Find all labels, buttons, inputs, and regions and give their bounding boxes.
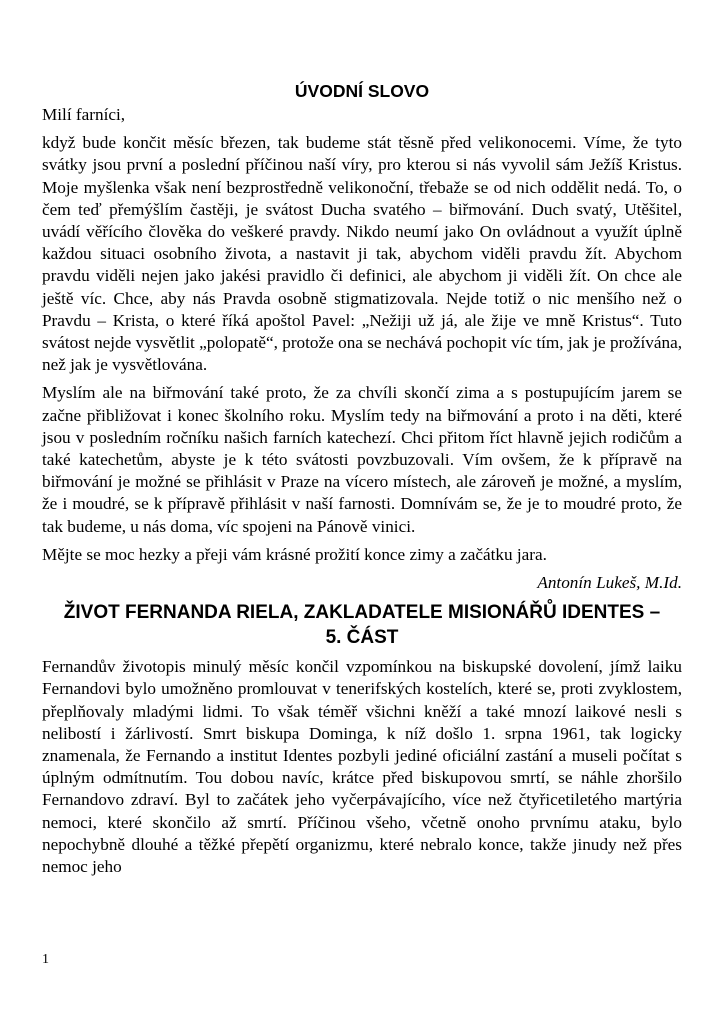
paragraph-2: Myslím ale na biřmování také proto, že za chvíli skončí zima a s postupujícím jarem se začne přibližovat i konec školního roku. Myslím tedy na biřmování a proto i na děti, které jsou v posledním ročníku našich farních katechezí. Chci přitom říct hlavně jejich rodičům a také katechetům, abyste je k této svátosti povzbuzovali. Vím ovšem, že k přípravě na biřmování je možné se přihlásit v Praze na vícero místech, ale zároveň je možné, a myslím, že i moudré, se k přípravě přihlásit v naší farnosti. Domnívám se, že je to moudré proto, že tak budeme, u nás doma, víc spojeni na Pánově vinici. — [42, 383, 682, 536]
paragraph-article2: Fernandův životopis minulý měsíc končil vzpomínkou na biskupské dovolení, jímž laiku Fernandovi bylo umožněno promlouvat v tenerifských kostelích, které se, proti zvyklostem, přeplňovaly mladými lidmi. To však téměř všichni kněží a také mnozí laikové nesli s nelibostí i žárlivostí. Smrt biskupa Dominga, k níž došlo 1. srpna 1961, tak logicky znamenala, že Fernando a institut Identes pozbyli jediné oficiální zastání a museli počítat s úplným odmítnutím. Tou dobou navíc, krátce před biskupovou smrtí, se náhle zhoršilo Fernandovo zdraví. Byl to začátek jeho vyčerpávajícího, více než čtyřicetiletého martýria nemoci, které skončilo až smrtí. Příčinou všeho, včetně onoho prvnímu ataku, bylo nepochybně dlouhé a těžké přepětí organizmu, které nebralo konce, takže jinudy než přes nemoc jeho — [42, 657, 682, 877]
signature: Antonín Lukeš, M.Id. — [537, 573, 682, 593]
article-title-zivot-fernanda-riela — [42, 600, 682, 650]
document-page — [42, 80, 682, 884]
page-number: 1 — [42, 952, 49, 967]
article-title-line-1: ŽIVOT FERNANDA RIELA, ZAKLADATELE MISIONÁŘŮ IDENTES – — [63, 602, 661, 624]
salutation: Milí farníci, — [42, 105, 126, 124]
article-title-line-2: 5. ČÁST — [325, 627, 399, 649]
paragraph-3: Mějte se moc hezky a přeji vám krásné prožití konce zimy a začátku jara. — [42, 544, 547, 564]
paragraph-1: když bude končit měsíc březen, tak budeme stát těsně před velikonocemi. Víme, že tyto svátky jsou první a poslední příčinou naší víry, pro kterou si nás vyvolil sám Ježíš Kristus. Moje myšlenka však není bezprostředně velikonoční, třebaže se od nich oddělit nedá. To, o čem teď přemýšlím častěji, je svátost Ducha svatého – biřmování. Duch svatý, Utěšitel, uvádí věřícího člověka do veškeré pravdy. Nikdo neumí jako On ovládnout a využít úplně každou situaci osobního života, a nastavit ji tak, abychom viděli pravdu žít. Abychom pravdu viděli nejen jako jakési pravidlo či definici, ale abychom ji viděli žít. On chce ale ještě víc. Chce, aby nás Pravda osobně stigmatizovala. Nejde totiž o nic menšího než o Pravdu – Krista, o které říká apoštol Pavel: „Nežiji už já, ale žije ve mně Kristus“. Tuto svátost nejde vysvětlit „polopatě“, protože ona se nechává pochopit víc tím, jak je prožívána, než jak je vysvětlována. — [42, 133, 682, 375]
article-title-uvodni-slovo: ÚVODNÍ SLOVO — [294, 81, 430, 101]
